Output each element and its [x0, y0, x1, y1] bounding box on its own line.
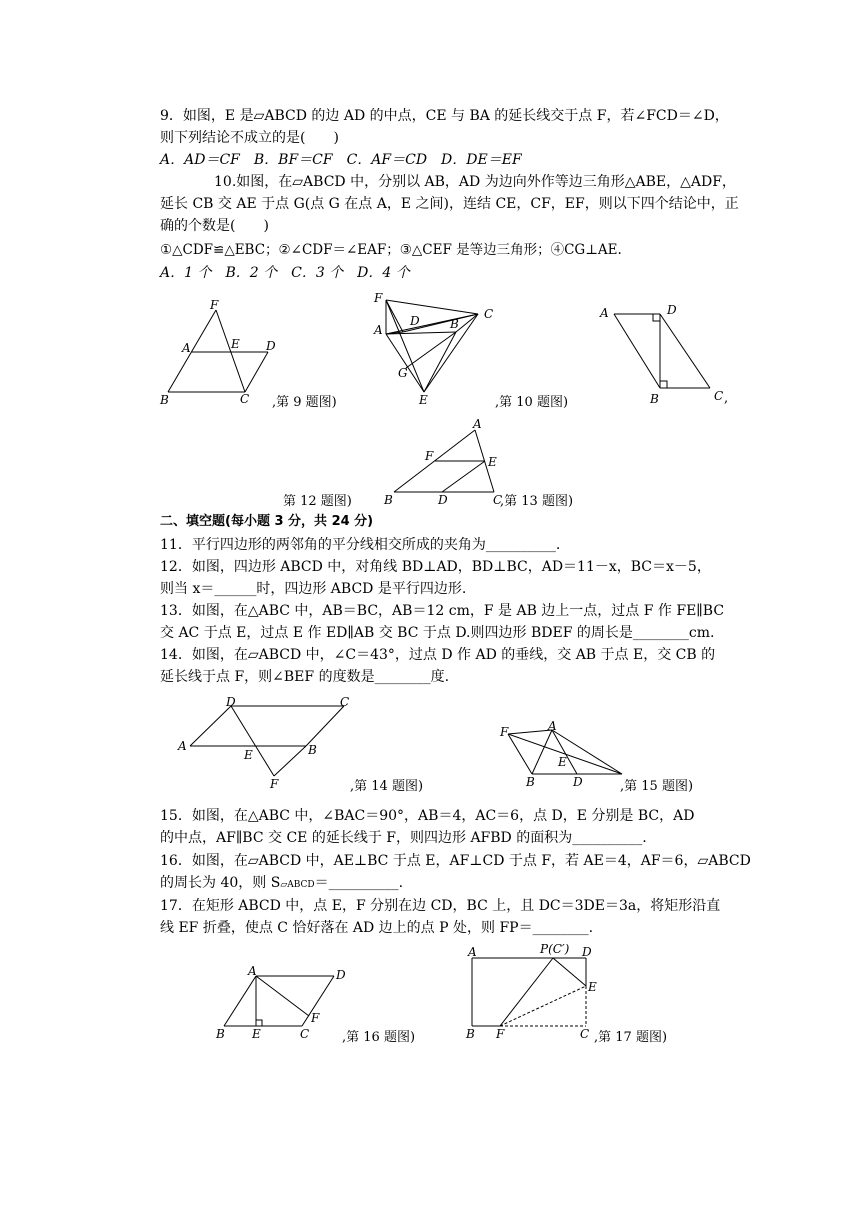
q12-line1: 12．如图，四边形 ABCD 中，对角线 BD⊥AD，BD⊥BC，AD＝11－x，BC＝x－5，	[160, 559, 711, 575]
fig16-label-C: C	[300, 1027, 310, 1041]
fig10-label-B: B	[450, 317, 459, 331]
fig10-label-A: A	[374, 323, 383, 337]
q16-line2	[160, 873, 403, 895]
fig12-label-A: A	[600, 306, 609, 320]
fig17-label-F: F	[496, 1027, 505, 1041]
q14-line1: 14．如图，在▱ABCD 中，∠C＝43°，过点 D 作 AD 的垂线，交 AB 于点 E，交 CB 的	[160, 647, 716, 663]
fig12-label-B: B	[650, 392, 659, 406]
fig15-label-B: B	[526, 775, 535, 789]
fig14-label-A: A	[178, 739, 187, 753]
q12-line2: 则当 x＝______时，四边形 ABCD 是平行四边形.	[160, 581, 467, 597]
q10-statements: ①△CDF≌△EBC；②∠CDF＝∠EAF；③△CEF 是等边三角形；④CG⊥AE.	[160, 242, 622, 258]
caption-13: ,第 13 题图)	[500, 494, 574, 509]
caption-16: ,第 16 题图)	[342, 1030, 416, 1045]
figure-17-diagram	[462, 942, 602, 1046]
q10-options: A．1 个 B．2 个 C．3 个 D．4 个	[160, 265, 410, 281]
q13-line2: 交 AC 于点 E，过点 E 作 ED∥AB 交 BC 于点 D.则四边形 BDEF 的周长是________cm.	[160, 625, 715, 641]
fig16-label-D: D	[336, 968, 346, 982]
fig13-label-A: A	[473, 417, 482, 431]
caption-15: ,第 15 题图)	[620, 779, 694, 794]
fig9-label-B: B	[160, 393, 169, 407]
fig13-label-E: E	[488, 455, 497, 469]
figure-16	[212, 964, 362, 1048]
caption-9: ,第 9 题图)	[272, 395, 337, 410]
figure-15	[496, 718, 636, 797]
figure-9-diagram	[150, 296, 280, 411]
figure-13-diagram	[380, 418, 520, 510]
q10-line1: 10.如图，在▱ABCD 中，分别以 AB，AD 为边向外作等边三角形△ABE，△ADF，	[214, 174, 736, 190]
q16-line2-post: ＝__________.	[314, 875, 404, 891]
fig14-label-B: B	[308, 743, 317, 757]
fig15-label-F: F	[500, 725, 509, 739]
fig12-label-C: C	[714, 389, 724, 403]
figure-15-diagram	[496, 718, 636, 793]
figure-16-diagram	[212, 964, 362, 1044]
fig9-label-E: E	[231, 337, 240, 351]
q16-line2-pre: 的周长为 40，则 S	[160, 875, 281, 891]
fig9-label-F: F	[210, 298, 219, 312]
fig13-label-D: D	[438, 493, 448, 507]
fig12-label-D: D	[667, 303, 677, 317]
fig17-label-B: B	[466, 1027, 475, 1041]
figure-12-diagram	[598, 300, 738, 410]
q14-line2: 延长线于点 F，则∠BEF 的度数是________度.	[160, 669, 450, 685]
fig16-label-B: B	[216, 1027, 225, 1041]
q15-line2: 的中点，AF∥BC 交 CE 的延长线于 F，则四边形 AFBD 的面积为__________.	[160, 830, 647, 846]
fig10-label-F: F	[374, 291, 383, 305]
figure-14	[176, 696, 366, 800]
q16-line1: 16．如图，在▱ABCD 中，AE⊥BC 于点 E，AF⊥CD 于点 F，若 AE＝4，AF＝6，▱ABCD	[160, 853, 751, 869]
fig16-label-F: F	[311, 1011, 320, 1025]
fig16-label-A: A	[248, 964, 257, 978]
q16-area-subscript: ▱ABCD	[280, 880, 315, 890]
q13-line1: 13．如图，在△ABC 中，AB＝BC，AB＝12 cm，F 是 AB 边上一点，过点 F 作 FE∥BC	[160, 603, 725, 619]
q9-line2: 则下列结论不成立的是( )	[160, 130, 339, 146]
fig15-label-D: D	[573, 775, 583, 789]
q17-line1: 17．在矩形 ABCD 中，点 E，F 分别在边 CD，BC 上，且 DC＝3DE＝3a，将矩形沿直	[160, 898, 721, 914]
q15-line1: 15．如图，在△ABC 中，∠BAC＝90°，AB＝4，AC＝6，点 D，E 分别是 BC，AD	[160, 808, 695, 824]
caption-12: 第 12 题图)	[283, 494, 352, 509]
fig16-label-E: E	[252, 1027, 261, 1041]
q9-line1: 9．如图，E 是▱ABCD 的边 AD 的中点，CE 与 BA 的延长线交于点 F，若∠FCD＝∠D，	[160, 108, 729, 124]
fig9-label-A: A	[182, 341, 191, 355]
fig15-label-A: A	[548, 719, 557, 733]
q9-options: A．AD＝CF B．BF＝CF C．AF＝CD D．DE＝EF	[160, 152, 522, 168]
q10-line3: 确的个数是( )	[160, 218, 269, 234]
fig17-label-C: C	[580, 1027, 590, 1041]
caption-14: ,第 14 题图)	[350, 779, 424, 794]
q10-line2: 延长 CB 交 AE 于点 G(点 G 在点 A，E 之间)，连结 CE，CF，EF，则以下四个结论中，正	[160, 196, 739, 212]
figure-12	[598, 300, 738, 414]
fig14-label-E: E	[244, 748, 253, 762]
fig10-label-C: C	[484, 307, 494, 321]
fig17-label-D: D	[582, 945, 592, 959]
fig17-label-A: A	[468, 945, 477, 959]
figure-14-diagram	[176, 696, 366, 796]
section-2-heading: 二、填空题(每小题 3 分，共 24 分)	[160, 514, 374, 529]
fig10-label-E: E	[419, 393, 428, 407]
caption-17: ,第 17 题图)	[594, 1030, 668, 1045]
caption-12-tail: ,	[724, 391, 729, 406]
fig9-label-C: C	[240, 392, 250, 406]
caption-10: ,第 10 题图)	[495, 395, 569, 410]
fig13-label-C: C	[493, 493, 503, 507]
figure-9	[150, 296, 280, 415]
figure-10	[370, 292, 510, 414]
fig9-label-D: D	[266, 339, 276, 353]
fig10-label-G: G	[398, 366, 408, 380]
fig10-label-D: D	[410, 314, 420, 328]
fig13-label-F: F	[425, 449, 434, 463]
fig17-label-P: P(C′)	[540, 942, 570, 956]
q11-line1: 11．平行四边形的两邻角的平分线相交所成的夹角为__________.	[160, 537, 561, 553]
fig17-label-E: E	[588, 980, 597, 994]
figure-17	[462, 942, 602, 1050]
fig13-label-B: B	[384, 493, 393, 507]
fig14-label-C: C	[340, 695, 350, 709]
fig15-label-E: E	[558, 755, 567, 769]
figure-10-diagram	[370, 292, 510, 410]
fig14-label-F: F	[270, 777, 279, 791]
q17-line2: 线 EF 折叠，使点 C 恰好落在 AD 边上的点 P 处，则 FP＝________.	[160, 920, 594, 936]
figure-13	[380, 418, 520, 514]
fig14-label-D: D	[226, 695, 236, 709]
